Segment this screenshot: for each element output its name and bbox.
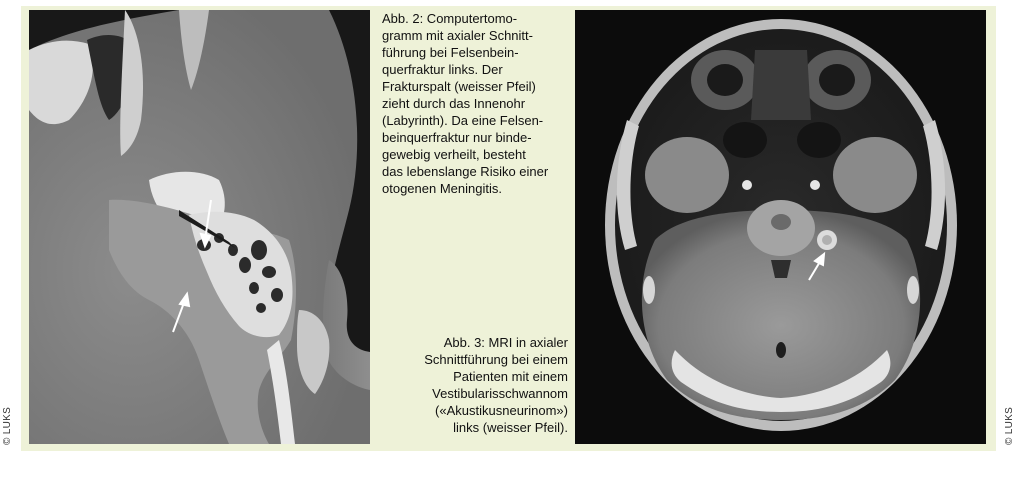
caption-line: gramm mit axialer Schnitt-	[382, 28, 533, 43]
ct-scan-drawing	[29, 10, 370, 444]
figure-3-caption	[382, 334, 568, 436]
caption-line: zieht durch das Innenohr	[382, 96, 526, 111]
caption-line: das lebenslange Risiko einer	[382, 164, 549, 179]
caption-line: Vestibularisschwannom	[432, 386, 568, 401]
caption-line: (Labyrinth). Da eine Felsen-	[382, 113, 544, 128]
caption-line: Frakturspalt (weisser Pfeil)	[382, 79, 536, 94]
ct-scan-image	[29, 10, 370, 444]
figure-2-caption	[382, 10, 570, 197]
caption-line: Patienten mit einem	[453, 369, 568, 384]
caption-line: («Akustikusneurinom»)	[435, 403, 568, 418]
caption-line: gewebig verheilt, besteht	[382, 147, 526, 162]
caption-line: führung bei Felsenbein-	[382, 45, 519, 60]
caption-line: beinquerfraktur nur binde-	[382, 130, 532, 145]
caption-line: Schnittführung bei einem	[424, 352, 568, 367]
caption-line: Abb. 2: Computertomo-	[382, 11, 518, 26]
mri-scan-drawing	[575, 10, 986, 444]
caption-line: links (weisser Pfeil).	[453, 420, 568, 435]
caption-line: otogenen Meningitis.	[382, 181, 502, 196]
credit-left: © LUKS	[2, 406, 13, 445]
mri-scan-image	[575, 10, 986, 444]
credit-right: © LUKS	[1004, 406, 1015, 445]
caption-line: Abb. 3: MRI in axialer	[443, 335, 568, 350]
caption-line: querfraktur links. Der	[382, 62, 503, 77]
